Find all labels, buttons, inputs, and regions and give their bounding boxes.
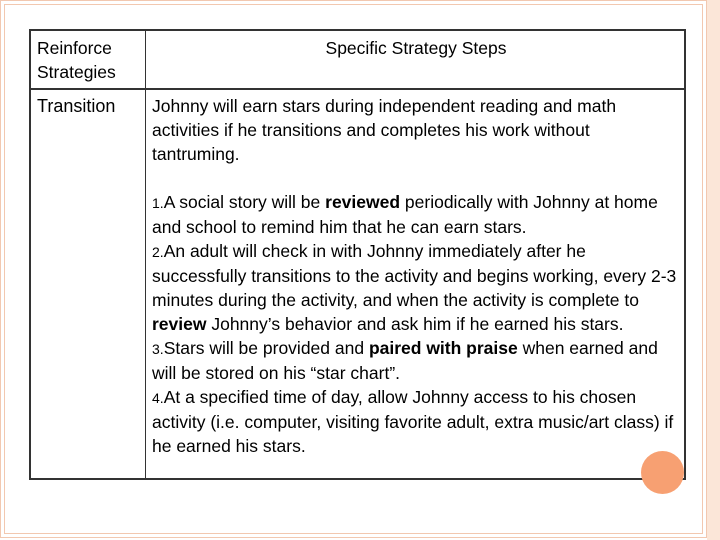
- step-item-3: [152, 336, 684, 385]
- step-text-pre: An adult will check in with Johnny immediately after he successfully transitions to the activity and begins working, every 2-3 minutes during the activity, and when the activity is complete to: [152, 241, 677, 310]
- step-number: 2.: [152, 244, 164, 260]
- step-text-bold: reviewed: [325, 192, 401, 212]
- step-text-bold: paired with praise: [368, 338, 518, 358]
- step-text-pre: Stars will be provided and: [163, 338, 369, 358]
- header-left-line1: Reinforce: [37, 38, 112, 58]
- row-intro-text: Johnny will earn stars during independent reading and math activities if he transitions and completes his work without tantruming.: [152, 96, 617, 164]
- step-number: 1.: [152, 195, 164, 211]
- header-left-line2: Strategies: [37, 62, 116, 82]
- step-text-post: periodically with Johnny at home and school to remind him that he can earn stars.: [152, 192, 658, 237]
- step-text-bold: review: [152, 314, 207, 334]
- decorative-orange-circle: [641, 451, 684, 494]
- step-number: 3.: [152, 341, 164, 357]
- strategy-table: [29, 29, 686, 480]
- header-cell-reinforce-strategies: [37, 36, 116, 84]
- step-item-4: [152, 385, 684, 458]
- header-cell-specific-steps: Specific Strategy Steps: [325, 38, 507, 58]
- step-text-pre: A social story will be: [163, 192, 326, 212]
- step-item-1: [152, 190, 684, 239]
- step-text-pre: At a specified time of day, allow Johnny access to his chosen activity (i.e. computer, visiting favorite adult, extra music/art class) if he earned his stars.: [152, 387, 674, 456]
- table-column-divider: [145, 31, 146, 478]
- table-header-divider: [31, 88, 684, 90]
- slide-side-strip: [707, 0, 720, 540]
- step-item-2: [152, 239, 684, 336]
- strategy-steps-list: [152, 190, 684, 458]
- step-text-post: Johnny’s behavior and ask him if he earned his stars.: [206, 314, 624, 334]
- step-text-post: when earned and will be stored on his “star chart”.: [152, 338, 658, 383]
- step-number: 4.: [152, 390, 164, 406]
- row-label-transition: Transition: [37, 96, 116, 116]
